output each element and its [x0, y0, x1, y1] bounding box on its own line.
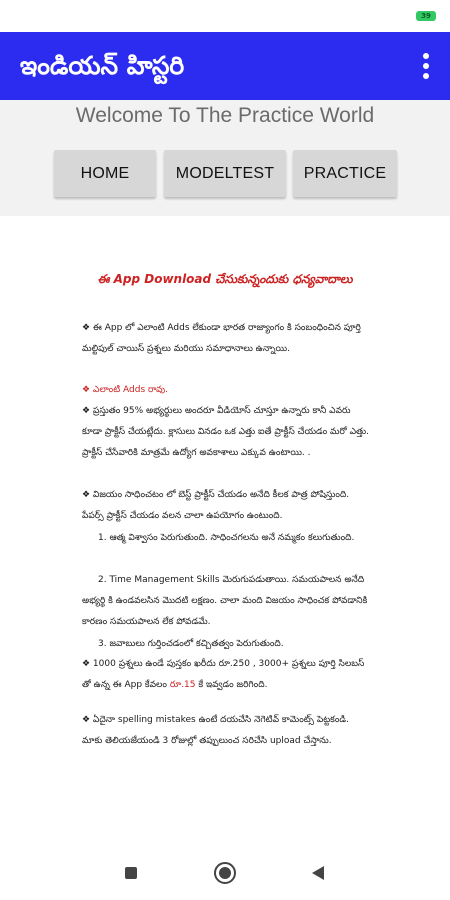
app-title: ఇండియన్ హిస్టరి — [20, 51, 185, 80]
battery-icon: 39 — [416, 11, 436, 21]
paragraph-3: ❖ ప్రస్తుతం 95% అభ్యర్థులు అందరూ వీడియోస్ చూస్తూ ఉన్నారు కానీ ఎవరు కూడా ప్రాక్టీస్ చేయట్లేదు. క్లాసులు వినడం ఒక ఎత్తు ఐతే ప్రాక్టీస్ చేయడం మరో ఎత్తు. ప్రాక్టీస్ చేసేవారికి మాత్రమే ఉద్యోగ అవకాశాలు ఎక్కువ ఉంటాయి. . — [82, 406, 369, 458]
menu-dot — [423, 63, 429, 69]
menu-dot — [423, 53, 429, 59]
home-circle-icon[interactable] — [214, 862, 236, 884]
paragraph-5: 1. ఆత్మ విశ్వాసం పెరుగుతుంది. సాధించగలను అనే నమ్మకం కలుగుతుంది. — [98, 533, 355, 543]
practice-button[interactable]: PRACTICE — [293, 150, 397, 197]
welcome-text: Welcome To The Practice World — [75, 104, 375, 127]
more-vert-icon[interactable] — [414, 48, 438, 84]
paragraph-8-text: ❖ 1000 ప్రశ్నలు ఉండే పుస్తకం ఖరీదు రూ.250 , 3000+ ప్రశ్నలు పూర్తి సిలబస్ తో ఉన్న ఈ App కేవలం — [82, 659, 365, 690]
back-triangle-icon[interactable] — [312, 866, 324, 880]
home-button[interactable]: HOME — [54, 150, 156, 197]
content-document — [0, 216, 450, 838]
paragraph-1: ❖ ఈ App లో ఎలాంటి Adds లేకుండా భారత రాజ్యాంగం కి సంబంధించిన పూర్తి మల్టిపుల్ చాయిస్ ప్రశ్నలు మరియు సమాధానాలు ఉన్నాయి. — [82, 323, 361, 354]
menu-dot — [423, 73, 429, 79]
price-highlight: రూ.15 — [169, 680, 196, 690]
app-bar — [0, 32, 450, 100]
paragraph-2: ❖ ఎలాంటి Adds రావు. — [82, 385, 168, 395]
system-nav-bar — [0, 838, 450, 900]
status-bar — [0, 0, 450, 32]
paragraph-9: ❖ ఏదైనా spelling mistakes ఉంటే దయచేసి నెగెటివ్ కామెంట్స్ పెట్టకండి. మాకు తెలియజేయండి 3 రోజుల్లో తప్పులుంచ సరిచేసి upload చేస్తాను. — [82, 715, 349, 746]
paragraph-7: 3. జవాబులు గుర్తించడంలో కచ్చితత్వం పెరుగుతుంది. — [98, 639, 284, 649]
document-title: ఈ App Download చేసుకున్నందుకు ధన్యవాదాలు — [97, 272, 353, 286]
paragraph-8-tail: కే ఇవ్వడం జరిగింది. — [195, 680, 268, 690]
paragraph-4: ❖ విజయం సాధించటం లో బెస్ట్ ప్రాక్టీస్ చేయడం అనేది కీలక పాత్ర పోషిస్తుంది. పేపర్స్ ప్రాక్టీస్ చేయడం వలన చాలా ఉపయోగం ఉంటుంది. — [82, 490, 350, 521]
recents-square-icon[interactable] — [125, 867, 137, 879]
home-circle-inner — [219, 867, 231, 879]
paragraph-8 — [82, 654, 372, 696]
paragraph-6: 2. Time Management Skills మెరుగుపడుతాయి. సమయపాలన అనేది అభ్యర్థి కి ఉండవలసిన మొదటి లక్షణం. చాలా మంది విజయం సాధించక పోవడానికి కారణం సమయపాలన లేక పోవడమే. — [82, 575, 368, 627]
modeltest-button[interactable]: MODELTEST — [164, 150, 286, 197]
